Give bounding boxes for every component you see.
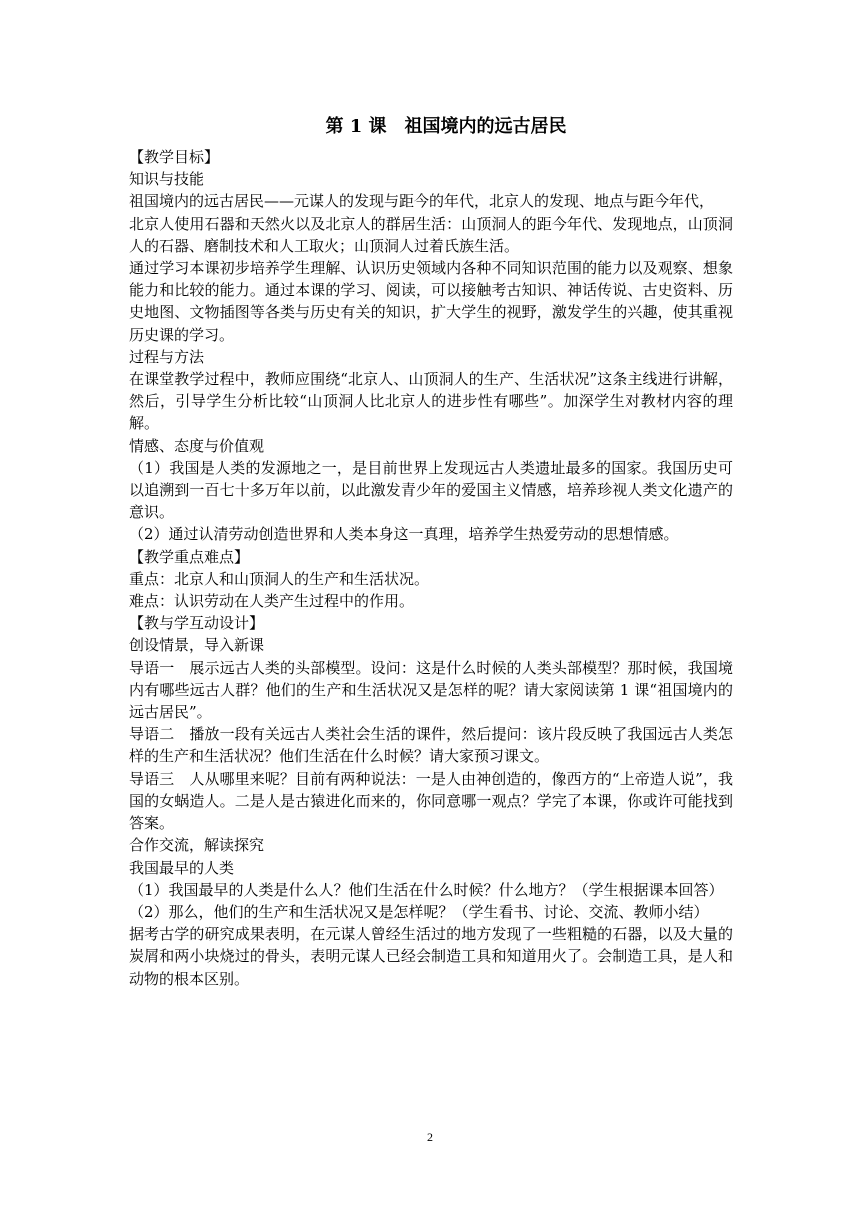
- section-heading-objectives: 【教学目标】: [129, 148, 220, 166]
- paragraph: （1）我国最早的人类是什么人？他们生活在什么时候？什么地方？（学生根据课本回答）: [129, 880, 724, 899]
- page-number: 2: [427, 1130, 433, 1144]
- subheading-emotion-values: 情感、态度与价值观: [129, 436, 265, 455]
- paragraph: （2）通过认清劳动创造世界和人类本身这一真理，培养学生热爱劳动的思想情感。: [129, 525, 679, 544]
- section-heading-interactive-design: 【教与学互动设计】: [129, 614, 265, 633]
- document-page: [129, 112, 733, 990]
- subheading-knowledge-skills: 知识与技能: [129, 170, 205, 189]
- subheading-cooperation: 合作交流，解读探究: [129, 836, 265, 855]
- paragraph: 通过学习本课初步培养学生理解、认识历史领域内各种不同知识范围的能力以及观察、想象能力和比较的能力。通过本课的学习、阅读，可以接触考古知识、神话传说、古史资料、历史地图、文物插图等各类与历史有关的知识，扩大学生的视野，激发学生的兴趣，使其重视历史课的学习。: [129, 259, 733, 344]
- paragraph: 在课堂教学过程中，教师应围绕“北京人、山顶洞人的生产、生活状况”这条主线进行讲解，然后，引导学生分析比较“山顶洞人比北京人的进步性有哪些”。加深学生对教材内容的理解。: [129, 370, 733, 433]
- paragraph: （1）我国是人类的发源地之一，是目前世界上发现远古人类遗址最多的国家。我国历史可以追溯到一百七十多万年以前，以此激发青少年的爱国主义情感，培养珍视人类文化遗产的意识。: [129, 458, 733, 522]
- paragraph: 据考古学的研究成果表明，在元谋人曾经生活过的地方发现了一些粗糙的石器，以及大量的炭屑和两小块烧过的骨头，表明元谋人已经会制造工具和知道用火了。会制造工具，是人和动物的根本区别。: [129, 925, 733, 988]
- subheading-earliest-humans: 我国最早的人类: [129, 858, 235, 877]
- lesson-title: 第 1 课 祖国境内的远古居民: [325, 116, 567, 137]
- paragraph: 祖国境内的远古居民——元谋人的发现与距今的年代，北京人的发现、地点与距今年代，: [129, 192, 715, 211]
- paragraph: 导语一 展示远古人类的头部模型。设问：这是什么时候的人类头部模型？那时候，我国境内有哪些远古人群？他们的生产和生活状况又是怎样的呢？请大家阅读第 1 课“祖国境内的远古居民”。: [129, 658, 733, 722]
- subheading-intro: 创设情景，导入新课: [129, 636, 265, 655]
- paragraph: 导语三 人从哪里来呢？目前有两种说法：一是人由神创造的，像西方的“上帝造人说”，我国的女蜗造人。二是人是古猿进化而来的，你同意哪一观点？学完了本课，你或许可能找到答案。: [129, 769, 733, 833]
- paragraph: 北京人使用石器和天然火以及北京人的群居生活：山顶洞人的距今年代、发现地点，山顶洞人的石器、磨制技术和人工取火；山顶洞人过着氏族生活。: [129, 214, 733, 255]
- subheading-process-methods: 过程与方法: [129, 347, 205, 366]
- paragraph: （2）那么，他们的生产和生活状况又是怎样呢？（学生看书、讨论、交流、教师小结）: [129, 902, 709, 921]
- paragraph: 重点：北京人和山顶洞人的生产和生活状况。: [129, 569, 430, 588]
- paragraph: 难点：认识劳动在人类产生过程中的作用。: [129, 592, 415, 611]
- section-heading-key-points: 【教学重点难点】: [129, 547, 250, 566]
- body-text: [129, 146, 733, 990]
- paragraph: 导语二 播放一段有关远古人类社会生活的课件，然后提问：该片段反映了我国远古人类怎样的生产和生活状况？他们生活在什么时候？请大家预习课文。: [129, 725, 733, 766]
